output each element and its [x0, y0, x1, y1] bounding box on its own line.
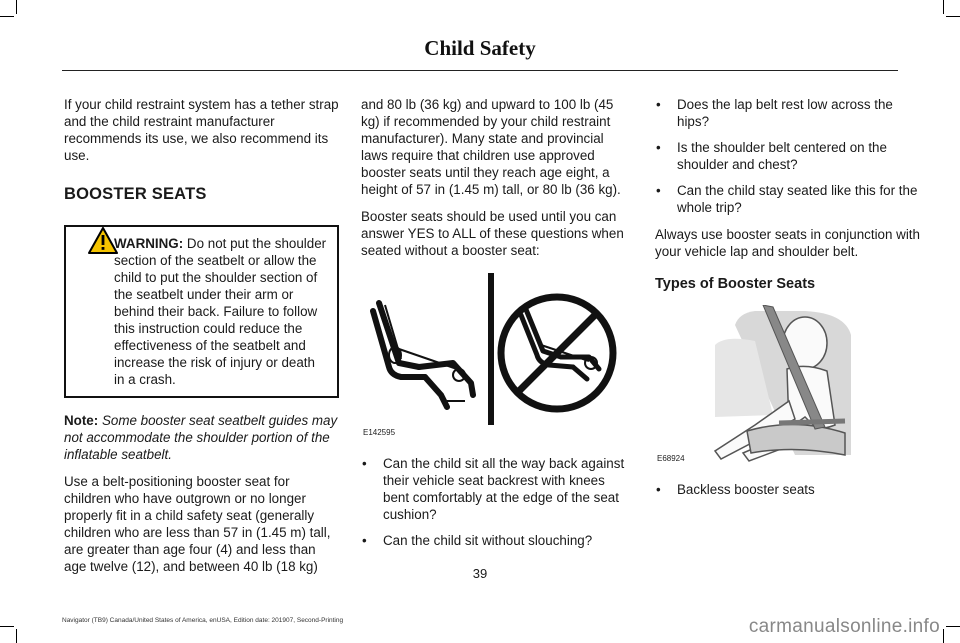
- crop-mark: [0, 16, 14, 17]
- warning-box: [64, 225, 339, 398]
- conjunction-paragraph: Always use booster seats in conjunction with your vehicle lap and shoulder belt.: [655, 227, 920, 259]
- crop-mark: [16, 629, 17, 643]
- tether-intro-paragraph: If your child restraint system has a tether strap and the child restraint manufacturer recommends its use, we also recommend its use.: [64, 97, 339, 163]
- warning-text: Do not put the shoulder section of the seatbelt or allow the child to put the shoulder section of the seatbelt under their arm or behind their back. Failure to follow this instruction could reduce the effectiveness of the seatbelt and increase the risk of injury or death in a crash.: [114, 236, 327, 387]
- bullet-dot-icon: •: [362, 456, 367, 471]
- column-left: [64, 96, 339, 585]
- continuation-paragraph: and 80 lb (36 kg) and upward to 100 lb (45 kg) if recommended by your child restraint manufacturer). Many state and provincial laws require that children use approved booster seats until they reach age eight, a height of 57 in (1.45 m) tall, or 80 lb (36 kg).: [361, 97, 621, 197]
- section-heading: BOOSTER SEATS: [64, 185, 207, 203]
- crop-mark: [943, 629, 944, 643]
- list-item-text: Backless booster seats: [677, 482, 815, 497]
- crop-mark: [16, 0, 17, 14]
- bullet-dot-icon: •: [656, 183, 661, 198]
- bullet-dot-icon: •: [656, 482, 661, 497]
- backless-booster-illustration: [655, 305, 927, 465]
- title-rule: [62, 70, 898, 71]
- questions-intro-paragraph: Booster seats should be used until you can answer YES to ALL of these questions when seated without a booster seat:: [361, 209, 624, 258]
- bullet-dot-icon: •: [656, 97, 661, 112]
- figure-id: E142595: [363, 428, 396, 437]
- edition-footer: Navigator (TB9) Canada/United States of America, enUSA, Edition date: 201907, Second-Printing: [62, 617, 344, 624]
- warning-label: WARNING:: [114, 236, 184, 251]
- figure-id: E68924: [657, 454, 685, 463]
- note-label: Note:: [64, 413, 99, 428]
- booster-body-paragraph: Use a belt-positioning booster seat for children who have outgrown or no longer properly fit in a child safety seat (generally children who are less than 57 in (1.45 m) tall, are greater than age four (4) and less than age twelve (12), and between 40 lb (18 kg): [64, 474, 331, 574]
- list-item-text: Can the child sit without slouching?: [383, 533, 593, 548]
- list-item: [655, 182, 927, 216]
- list-item-text: Can the child sit all the way back against their vehicle seat backrest with knees bent comfortably at the edge of the seat cushion?: [383, 456, 625, 522]
- list-item: [361, 455, 632, 523]
- page-number: 39: [472, 566, 488, 581]
- bullet-dot-icon: •: [362, 533, 367, 548]
- crop-mark: [946, 626, 960, 627]
- list-item-text: Does the lap belt rest low across the hips?: [677, 97, 893, 129]
- column-middle: [361, 96, 632, 559]
- note-text: Some booster seat seatbelt guides may not accommodate the shoulder portion of the inflatable seatbelt.: [64, 413, 338, 462]
- booster-type-list: [655, 481, 927, 498]
- crop-mark: [946, 16, 960, 17]
- bullet-dot-icon: •: [656, 140, 661, 155]
- list-item-text: Is the shoulder belt centered on the shoulder and chest?: [677, 140, 887, 172]
- seating-position-illustration: [361, 271, 632, 429]
- watermark: carmanualsonline.info: [748, 616, 940, 637]
- sub-heading: Types of Booster Seats: [655, 276, 816, 292]
- crop-mark: [943, 0, 944, 14]
- list-item: [655, 139, 927, 173]
- question-list: [361, 455, 632, 549]
- warning-paragraph: [74, 235, 329, 388]
- warning-triangle-icon: [88, 227, 118, 254]
- list-item: [655, 481, 927, 498]
- list-item-text: Can the child stay seated like this for the whole trip?: [677, 183, 918, 215]
- list-item: [361, 532, 632, 549]
- note-paragraph: [64, 412, 339, 463]
- crop-mark: [0, 626, 14, 627]
- seating-position-figure: [361, 271, 632, 441]
- page-title: Child Safety: [424, 36, 536, 60]
- list-item: [655, 96, 927, 130]
- question-list-continued: [655, 96, 927, 216]
- column-right: [655, 96, 927, 508]
- booster-seat-figure: [655, 305, 927, 467]
